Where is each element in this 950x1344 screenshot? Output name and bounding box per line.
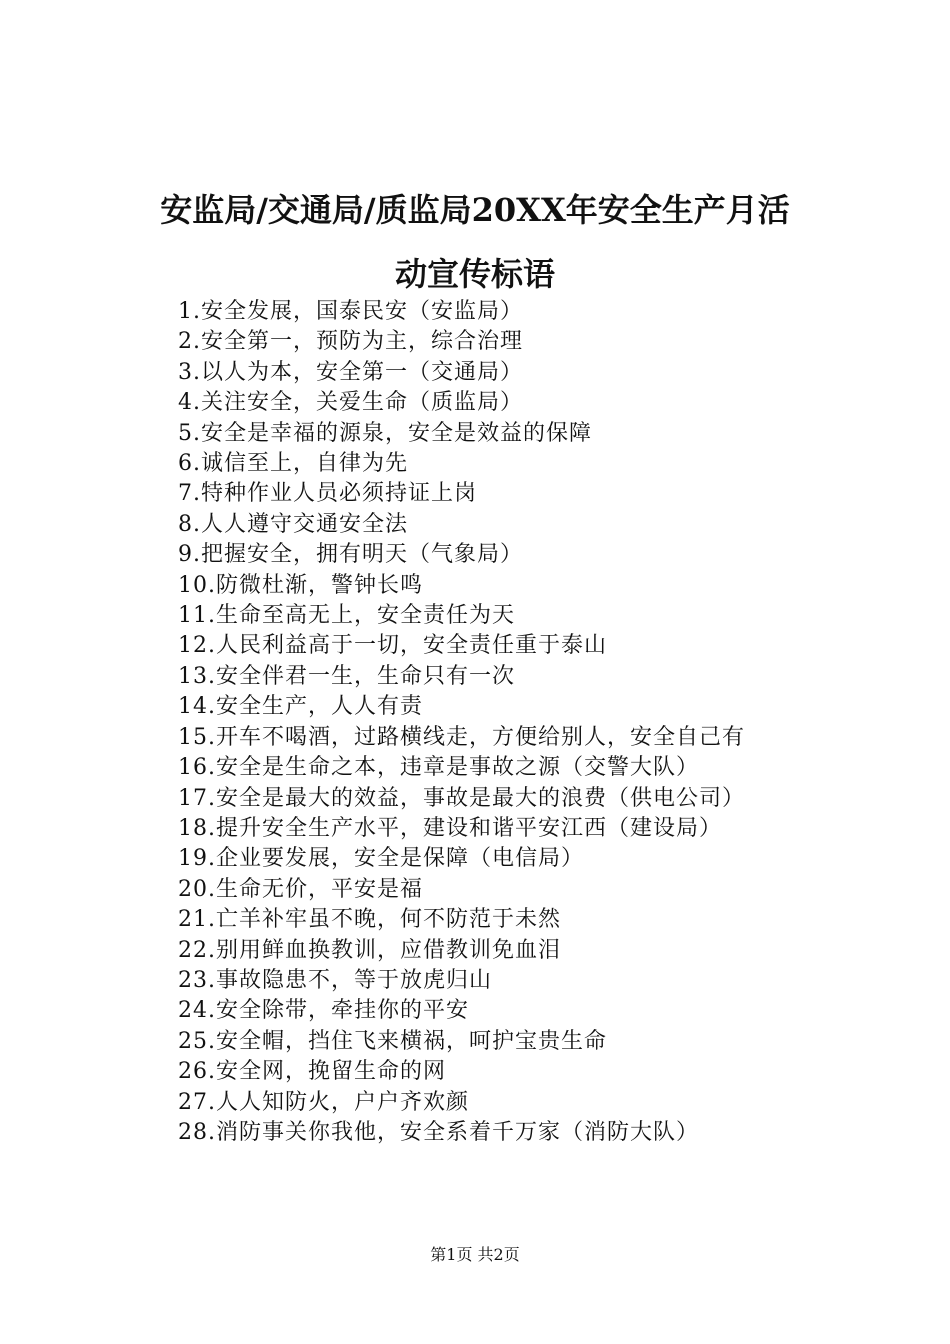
slogan-item: 2.安全第一，预防为主，综合治理 bbox=[178, 329, 523, 355]
slogan-item: 5.安全是幸福的源泉，安全是效益的保障 bbox=[178, 420, 592, 446]
slogan-item: 13.安全伴君一生，生命只有一次 bbox=[178, 663, 515, 689]
slogan-item: 10.防微杜渐，警钟长鸣 bbox=[178, 572, 423, 598]
slogan-item: 17.安全是最大的效益，事故是最大的浪费（供电公司） bbox=[178, 785, 745, 811]
slogan-item: 14.安全生产，人人有责 bbox=[178, 694, 423, 720]
slogan-item: 21.亡羊补牢虽不晚，何不防范于未然 bbox=[178, 907, 561, 933]
page-title bbox=[0, 178, 950, 306]
slogan-item: 11.生命至高无上，安全责任为天 bbox=[178, 603, 515, 629]
slogan-item: 24.安全除带，牵挂你的平安 bbox=[178, 998, 469, 1024]
slogan-list bbox=[178, 297, 745, 1148]
slogan-item: 27.人人知防火，户户齐欢颜 bbox=[178, 1089, 469, 1115]
slogan-item: 28.消防事关你我他，安全系着千万家（消防大队） bbox=[178, 1119, 699, 1145]
slogan-item: 22.别用鲜血换教训，应借教训免血泪 bbox=[178, 937, 561, 963]
slogan-item: 7.特种作业人员必须持证上岗 bbox=[178, 481, 477, 507]
slogan-item: 25.安全帽，挡住飞来横祸，呵护宝贵生命 bbox=[178, 1028, 607, 1054]
title-line-2: 动宣传标语 bbox=[394, 255, 555, 293]
slogan-item: 12.人民利益高于一切，安全责任重于泰山 bbox=[178, 633, 607, 659]
slogan-item: 1.安全发展，国泰民安（安监局） bbox=[178, 299, 523, 324]
slogan-item: 18.提升安全生产水平，建设和谐平安江西（建设局） bbox=[178, 815, 722, 841]
slogan-item: 23.事故隐患不，等于放虎归山 bbox=[178, 967, 492, 993]
slogan-item: 16.安全是生命之本，违章是事故之源（交警大队） bbox=[178, 755, 699, 781]
slogan-item: 9.把握安全，拥有明天（气象局） bbox=[178, 542, 523, 568]
slogan-item: 26.安全网，挽留生命的网 bbox=[178, 1059, 446, 1085]
slogan-item: 4.关注安全，关爱生命（质监局） bbox=[178, 390, 523, 416]
slogan-item: 6.诚信至上，自律为先 bbox=[178, 451, 408, 477]
slogan-item: 19.企业要发展，安全是保障（电信局） bbox=[178, 846, 584, 872]
slogan-item: 3.以人为本，安全第一（交通局） bbox=[178, 359, 523, 385]
slogan-item: 20.生命无价，平安是福 bbox=[178, 876, 423, 902]
slogan-item: 8.人人遵守交通安全法 bbox=[178, 511, 408, 537]
slogan-item: 15.开车不喝酒，过路横线走，方便给别人，安全自己有 bbox=[178, 724, 745, 750]
title-line-1: 安监局/交通局/质监局20XX年安全生产月活 bbox=[160, 191, 790, 229]
page-number-footer: 第1页 共2页 bbox=[430, 1245, 520, 1264]
